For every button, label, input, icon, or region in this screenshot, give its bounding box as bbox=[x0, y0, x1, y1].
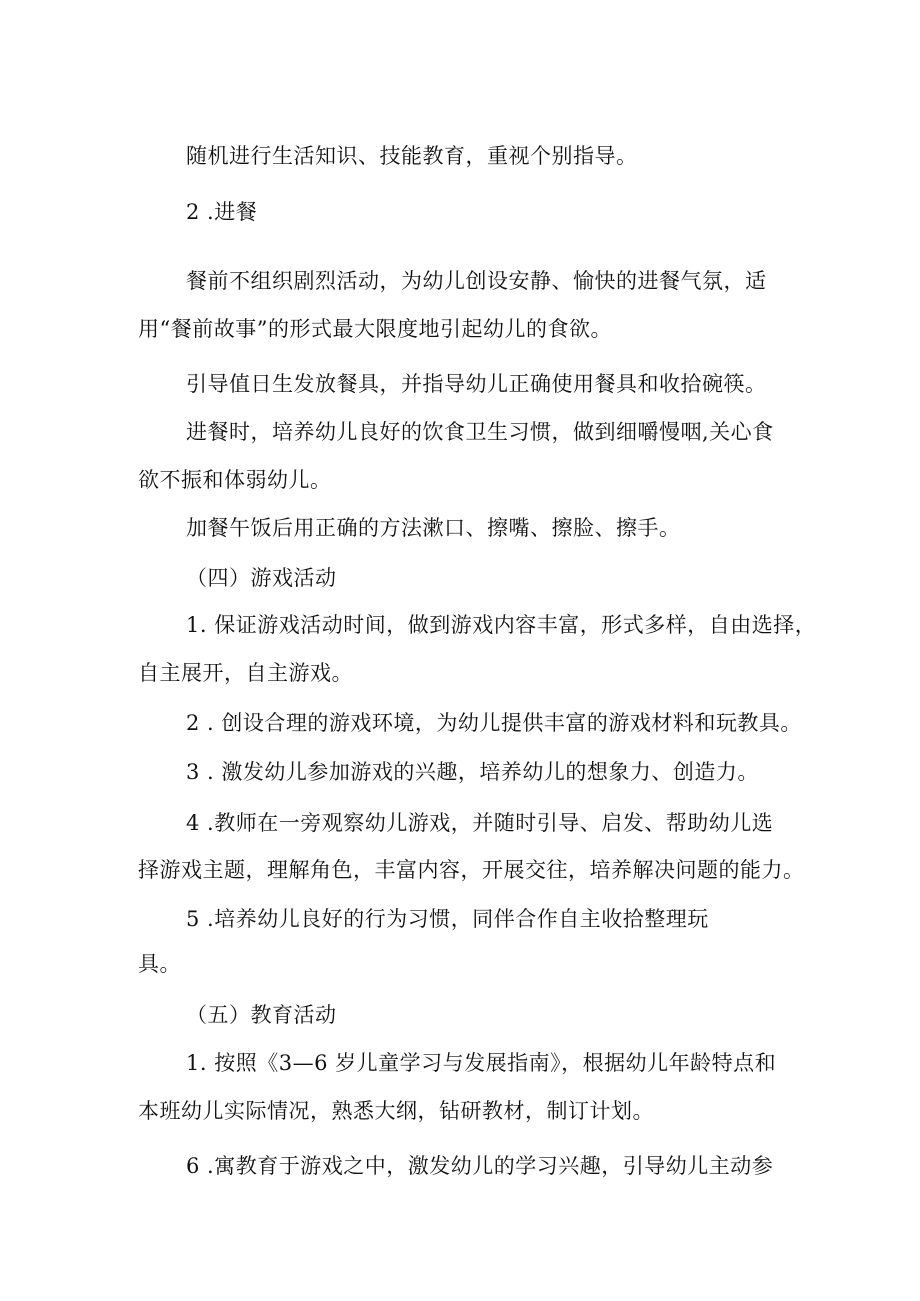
paragraph-line: 餐前不组织剧烈活动，为幼儿创设安静、愉快的进餐气氛，适 bbox=[186, 269, 767, 293]
paragraph-line: 自主展开，自主游戏。 bbox=[138, 661, 353, 685]
section-heading: （四）游戏活动 bbox=[186, 566, 337, 590]
paragraph-line: 用“餐前故事”的形式最大限度地引起幼儿的食欲。 bbox=[138, 317, 612, 341]
list-item: 4 .教师在一旁观察幼儿游戏，并随时引导、启发、帮助幼儿选 bbox=[186, 811, 774, 835]
paragraph-line: 进餐时，培养幼儿良好的饮食卫生习惯，做到细嚼慢咽,关心食 bbox=[186, 420, 774, 444]
section-heading: （五）教育活动 bbox=[186, 1003, 337, 1027]
paragraph-line: 引导值日生发放餐具，并指导幼儿正确使用餐具和收拾碗筷。 bbox=[186, 372, 767, 396]
list-item: 1. 按照《3—6 岁儿童学习与发展指南》，根据幼儿年龄特点和 bbox=[186, 1051, 777, 1075]
list-item: 2 . 创设合理的游戏环境，为幼儿提供丰富的游戏材料和玩教具。 bbox=[186, 711, 802, 735]
list-item: 3 . 激发幼儿参加游戏的兴趣，培养幼儿的想象力、创造力。 bbox=[186, 760, 759, 784]
paragraph-line: 择游戏主题，理解角色，丰富内容，开展交往，培养解决问题的能力。 bbox=[138, 858, 805, 882]
list-item: 6 .寓教育于游戏之中，激发幼儿的学习兴趣，引导幼儿主动参 bbox=[186, 1154, 774, 1178]
paragraph-line: 欲不振和体弱幼儿。 bbox=[138, 468, 332, 492]
paragraph-line: 本班幼儿实际情况，熟悉大纲，钻研教材，制订计划。 bbox=[138, 1099, 654, 1123]
section-heading: 2 .进餐 bbox=[186, 200, 258, 224]
paragraph-line: 随机进行生活知识、技能教育，重视个别指导。 bbox=[186, 144, 638, 168]
list-item: 1. 保证游戏活动时间，做到游戏内容丰富，形式多样，自由选择， bbox=[186, 613, 817, 637]
list-item: 5 .培养幼儿良好的行为习惯，同伴合作自主收拾整理玩 bbox=[186, 907, 709, 931]
paragraph-line: 加餐午饭后用正确的方法漱口、擦嘴、擦脸、擦手。 bbox=[186, 516, 681, 540]
paragraph-line: 具。 bbox=[138, 952, 181, 976]
